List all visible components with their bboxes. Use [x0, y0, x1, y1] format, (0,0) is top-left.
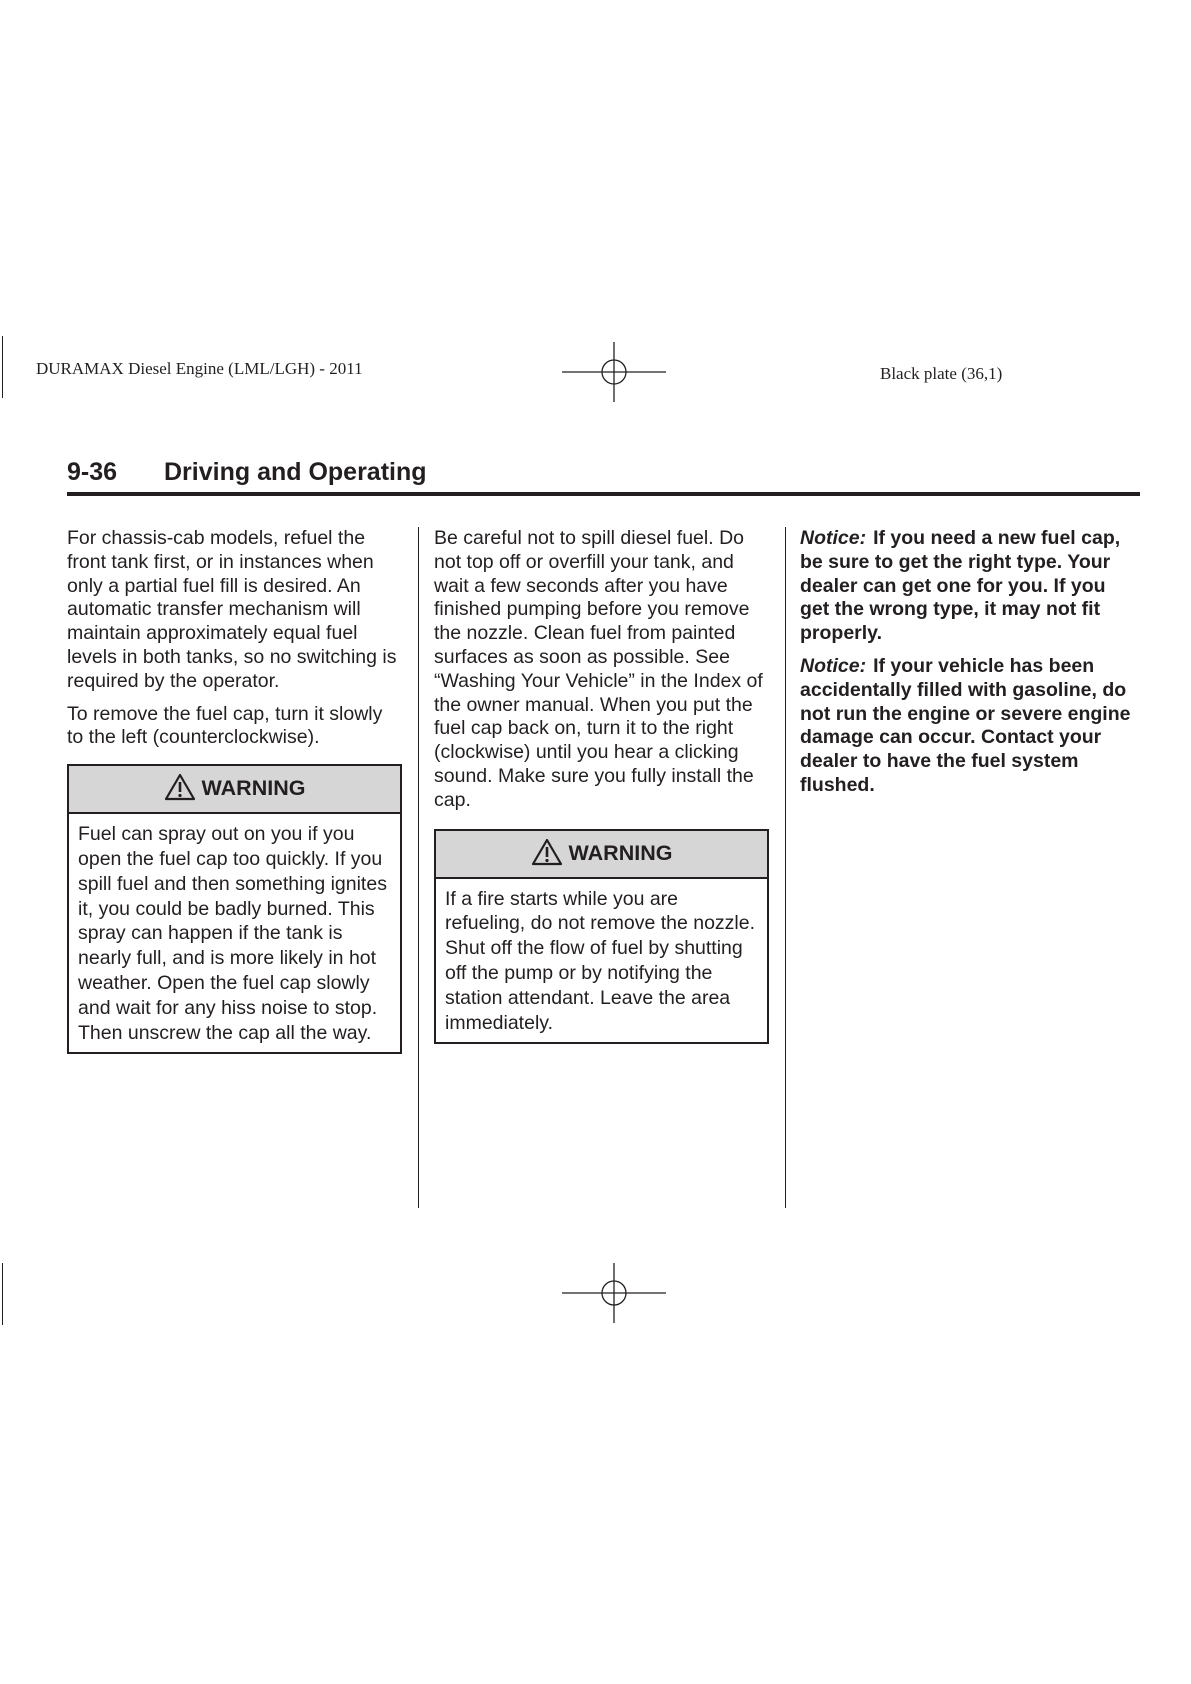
warning-box-fire	[434, 829, 769, 1045]
page-header	[67, 452, 1140, 496]
page-number: 9-36	[67, 458, 118, 486]
crop-mark-bottom-left	[2, 1263, 3, 1325]
column-3	[800, 527, 1135, 807]
registration-mark-bottom	[562, 1263, 666, 1323]
warning-triangle-icon	[531, 838, 563, 866]
warning-text: Fuel can spray out on you if you open the fuel cap too quickly. If you spill fuel and then something ignites it, you could be badly burned. This spray can happen if the tank is nearly full, and is more likely in hot weather. Open the fuel cap slowly and wait for any hiss noise to stop. Then unscrew the cap all the way.	[78, 823, 387, 1044]
warning-header	[436, 831, 767, 879]
crop-mark-top-left	[2, 336, 3, 398]
warning-text: If a fire starts while you are refueling, do not remove the nozzle. Shut off the flow of fuel by shutting off the pump or by notifying the station attendant. Leave the area immediately.	[445, 887, 756, 1034]
column-divider-2	[785, 527, 786, 1208]
warning-header	[69, 766, 400, 814]
notice-label: Notice:	[800, 527, 867, 549]
paragraph-remove-cap: To remove the fuel cap, turn it slowly to the left (counterclockwise).	[67, 702, 383, 749]
page-title: Driving and Operating	[164, 458, 427, 486]
plate-label-left: DURAMAX Diesel Engine (LML/LGH) - 2011	[36, 359, 363, 378]
notice-label: Notice:	[800, 654, 867, 677]
paragraph-chassis-cab: For chassis-cab models, refuel the front tank first, or in instances when only a partial fuel fill is desired. An automatic transfer mechanism will maintain approximately equal fuel levels in both tanks, so no switching is required by the operator.	[67, 527, 397, 692]
column-2	[434, 527, 769, 1044]
paragraph-spill-fuel: Be careful not to spill diesel fuel. Do not top off or overfill your tank, and wait a few seconds after you have finished pumping before you remove the nozzle. Clean fuel from painted surfaces as soon as possible. See “Washing Your Vehicle” in the Index of the owner manual. When you put the fuel cap back on, turn it to the right (clockwise) until you hear a clicking sound. Make sure you fully install the cap.	[434, 527, 763, 811]
warning-label: WARNING	[201, 776, 306, 801]
warning-box-spray	[67, 764, 402, 1054]
column-1	[67, 527, 402, 1054]
warning-label: WARNING	[568, 840, 673, 865]
registration-mark-top	[562, 342, 666, 402]
plate-label-right: Black plate (36,1)	[880, 364, 1003, 383]
notice-fuel-cap	[800, 527, 1135, 646]
column-divider-1	[418, 527, 419, 1208]
notice-text: If you need a new fuel cap, be sure to get the right type. Your dealer can get one for you. If you get the wrong type, it may not fit properly.	[800, 527, 1121, 645]
notice-text: If your vehicle has been accidentally filled with gasoline, do not run the engine or severe engine damage can occur. Contact your dealer to have the fuel system flushed.	[800, 654, 1131, 796]
warning-triangle-icon	[164, 773, 196, 801]
notice-gasoline	[800, 655, 1135, 798]
